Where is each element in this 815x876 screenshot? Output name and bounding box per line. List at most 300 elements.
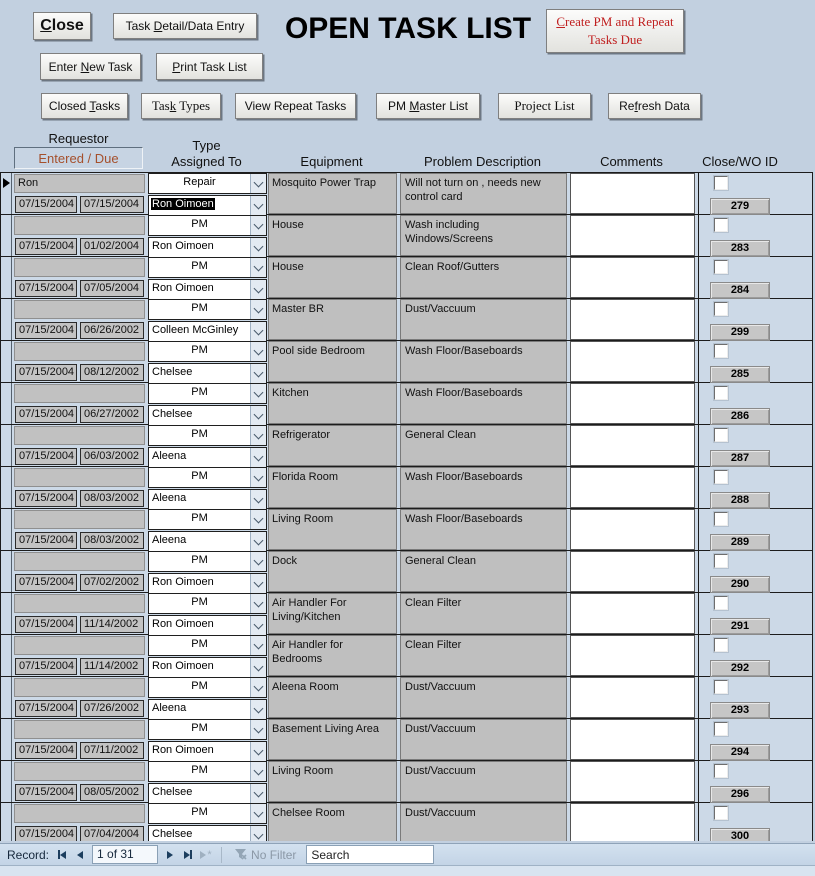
chevron-down-icon[interactable] — [250, 216, 266, 235]
chevron-down-icon[interactable] — [250, 826, 266, 841]
record-selector[interactable] — [1, 383, 12, 424]
chevron-down-icon[interactable] — [250, 364, 266, 383]
close-checkbox[interactable] — [714, 302, 728, 316]
problem-description-field[interactable]: Dust/Vaccuum — [400, 761, 567, 802]
comments-field[interactable] — [570, 551, 695, 592]
record-selector[interactable] — [1, 803, 12, 841]
comments-field[interactable] — [570, 215, 695, 256]
due-date-field[interactable]: 07/15/2004 — [80, 196, 144, 213]
type-combo-value: PM — [191, 428, 208, 440]
requestor-field[interactable] — [14, 594, 145, 613]
close-wo-cell — [698, 257, 813, 298]
chevron-down-icon[interactable] — [250, 636, 266, 655]
task-types-button[interactable]: Task Types — [141, 93, 221, 119]
comments-field[interactable] — [570, 509, 695, 550]
type-combo[interactable] — [148, 635, 267, 656]
assigned-to-combo[interactable] — [148, 657, 267, 678]
equipment-field[interactable]: Mosquito Power Trap — [268, 173, 397, 214]
close-checkbox[interactable] — [714, 428, 728, 442]
assigned-combo-value: Ron Oimoen — [152, 744, 214, 756]
no-filter-label: No Filter — [251, 847, 297, 862]
equipment-field[interactable]: Chelsee Room — [268, 803, 397, 841]
record-selector[interactable] — [1, 551, 12, 592]
first-record-button[interactable] — [54, 847, 70, 863]
type-combo-value: PM — [191, 218, 208, 230]
requestor-field[interactable] — [14, 216, 145, 235]
column-header-comments: Comments — [600, 154, 663, 169]
equipment-field[interactable]: Living Room — [268, 509, 397, 550]
chevron-down-icon[interactable] — [250, 804, 266, 823]
due-date-field[interactable]: 07/02/2002 — [80, 574, 144, 591]
wo-id-field[interactable]: 279 — [710, 198, 770, 215]
requestor-field[interactable] — [14, 636, 145, 655]
chevron-down-icon[interactable] — [250, 238, 266, 257]
wo-id-field[interactable]: 283 — [710, 240, 770, 257]
close-wo-cell — [698, 761, 813, 802]
project-list-button[interactable]: Project List — [498, 93, 591, 119]
table-row — [1, 677, 812, 719]
close-wo-cell — [698, 215, 813, 256]
assigned-combo-value: Ron Oimoen — [152, 576, 214, 588]
close-checkbox[interactable] — [714, 512, 728, 526]
chevron-down-icon[interactable] — [250, 174, 266, 193]
column-header-equipment: Equipment — [300, 154, 363, 169]
navbar-separator — [221, 847, 222, 863]
comments-field[interactable] — [570, 635, 695, 676]
due-date-field[interactable]: 08/03/2002 — [80, 532, 144, 549]
close-checkbox[interactable] — [714, 722, 728, 736]
requestor-field[interactable] — [14, 678, 145, 697]
due-date-field[interactable]: 08/12/2002 — [80, 364, 144, 381]
requestor-field[interactable] — [14, 468, 145, 487]
no-filter-button[interactable] — [228, 846, 302, 864]
create-pm-and-repeat-tasks-due-button[interactable]: Create PM and Repeat Tasks Due — [546, 9, 684, 53]
assigned-combo-value: Colleen McGinley — [152, 324, 239, 336]
table-row — [1, 341, 812, 383]
chevron-down-icon[interactable] — [250, 762, 266, 781]
type-combo-value: PM — [191, 554, 208, 566]
wo-id-field[interactable]: 294 — [710, 744, 770, 761]
entered-date-field[interactable]: 07/15/2004 — [15, 616, 77, 633]
refresh-data-button[interactable]: Refresh Data — [608, 93, 701, 119]
close-checkbox[interactable] — [714, 218, 728, 232]
chevron-down-icon[interactable] — [250, 196, 266, 215]
requestor-field[interactable] — [14, 762, 145, 781]
type-combo[interactable] — [148, 299, 267, 320]
record-selector[interactable] — [1, 257, 12, 298]
requestor-field[interactable] — [14, 426, 145, 445]
entered-date-field[interactable]: 07/15/2004 — [15, 826, 77, 841]
close-wo-cell — [698, 299, 813, 340]
equipment-field[interactable]: Dock — [268, 551, 397, 592]
equipment-field[interactable]: Florida Room — [268, 467, 397, 508]
equipment-field[interactable]: Master BR — [268, 299, 397, 340]
current-record-arrow-icon — [3, 178, 10, 188]
type-combo-value: PM — [191, 638, 208, 650]
comments-field[interactable] — [570, 803, 695, 841]
record-selector[interactable] — [1, 341, 12, 382]
type-combo[interactable] — [148, 551, 267, 572]
assigned-combo-value: Ron Oimoen — [152, 240, 214, 252]
type-combo[interactable] — [148, 215, 267, 236]
close-wo-cell — [698, 341, 813, 382]
equipment-field[interactable]: House — [268, 215, 397, 256]
comments-field[interactable] — [570, 677, 695, 718]
problem-description-field[interactable]: Wash Floor/Baseboards — [400, 341, 567, 382]
type-combo-value: PM — [191, 302, 208, 314]
table-row — [1, 635, 812, 677]
entered-date-field[interactable]: 07/15/2004 — [15, 364, 77, 381]
chevron-down-icon[interactable] — [250, 280, 266, 299]
type-combo[interactable] — [148, 803, 267, 824]
chevron-down-icon[interactable] — [250, 406, 266, 425]
problem-description-field[interactable]: Dust/Vaccuum — [400, 677, 567, 718]
record-selector[interactable] — [1, 467, 12, 508]
type-combo-value: PM — [191, 386, 208, 398]
entered-date-field[interactable]: 07/15/2004 — [15, 322, 77, 339]
equipment-field[interactable]: Refrigerator — [268, 425, 397, 466]
chevron-down-icon[interactable] — [250, 616, 266, 635]
wo-id-field[interactable]: 287 — [710, 450, 770, 467]
wo-id-field[interactable]: 299 — [710, 324, 770, 341]
enter-new-task-button[interactable]: Enter New Task — [40, 53, 141, 80]
filter-icon — [234, 848, 247, 861]
table-row — [1, 551, 812, 593]
chevron-down-icon[interactable] — [250, 322, 266, 341]
type-combo-value: PM — [191, 260, 208, 272]
assigned-to-combo[interactable] — [148, 783, 267, 804]
problem-description-field[interactable]: Wash Floor/Baseboards — [400, 467, 567, 508]
type-combo[interactable] — [148, 425, 267, 446]
search-input[interactable] — [306, 845, 434, 864]
type-combo[interactable] — [148, 173, 267, 194]
close-checkbox[interactable] — [714, 764, 728, 778]
table-row — [1, 257, 812, 299]
record-position-box[interactable]: 1 of 31 — [92, 845, 158, 864]
type-combo[interactable] — [148, 677, 267, 698]
entered-date-field[interactable]: 07/15/2004 — [15, 574, 77, 591]
assigned-combo-value: Ron Oimoen — [152, 618, 214, 630]
entered-date-field[interactable]: 07/15/2004 — [15, 490, 77, 507]
assigned-to-combo[interactable] — [148, 447, 267, 468]
chevron-down-icon[interactable] — [250, 468, 266, 487]
problem-description-field[interactable]: General Clean — [400, 425, 567, 466]
requestor-field[interactable] — [14, 300, 145, 319]
comments-field[interactable] — [570, 593, 695, 634]
record-selector[interactable] — [1, 593, 12, 634]
type-combo[interactable] — [148, 509, 267, 530]
assigned-combo-value: Aleena — [152, 702, 187, 714]
column-header-problem-description: Problem Description — [423, 154, 542, 169]
close-checkbox[interactable] — [714, 260, 728, 274]
equipment-field[interactable]: Pool side Bedroom — [268, 341, 397, 382]
problem-description-field[interactable]: Dust/Vaccuum — [400, 803, 567, 841]
comments-field[interactable] — [570, 173, 695, 214]
requestor-field[interactable] — [14, 804, 145, 823]
next-record-icon — [167, 851, 173, 859]
equipment-field[interactable]: Aleena Room — [268, 677, 397, 718]
assigned-to-combo[interactable] — [148, 321, 267, 342]
entered-date-field[interactable]: 07/15/2004 — [15, 700, 77, 717]
wo-id-field[interactable]: 296 — [710, 786, 770, 803]
entered-date-field[interactable]: 07/15/2004 — [15, 280, 77, 297]
record-selector[interactable] — [1, 173, 12, 214]
assigned-combo-value: Ron Oimoen — [152, 198, 214, 210]
problem-description-field[interactable]: Wash Floor/Baseboards — [400, 383, 567, 424]
column-header-entered-due[interactable]: Entered / Due — [14, 147, 143, 169]
equipment-field[interactable]: Living Room — [268, 761, 397, 802]
chevron-down-icon[interactable] — [250, 384, 266, 403]
due-date-field[interactable]: 06/27/2002 — [80, 406, 144, 423]
previous-record-icon — [77, 851, 83, 859]
close-wo-cell — [698, 593, 813, 634]
wo-id-field[interactable]: 293 — [710, 702, 770, 719]
type-combo-value: PM — [191, 722, 208, 734]
entered-date-field[interactable]: 07/15/2004 — [15, 742, 77, 759]
type-combo-value: PM — [191, 596, 208, 608]
chevron-down-icon[interactable] — [250, 490, 266, 509]
requestor-field[interactable] — [14, 552, 145, 571]
type-combo[interactable] — [148, 761, 267, 782]
chevron-down-icon[interactable] — [250, 678, 266, 697]
close-wo-cell — [698, 467, 813, 508]
due-date-field[interactable]: 01/02/2004 — [80, 238, 144, 255]
requestor-field[interactable] — [14, 258, 145, 277]
wo-id-field[interactable]: 292 — [710, 660, 770, 677]
assigned-to-combo[interactable] — [148, 531, 267, 552]
chevron-down-icon[interactable] — [250, 300, 266, 319]
new-record-button[interactable]: * — [198, 847, 214, 863]
comments-field[interactable] — [570, 425, 695, 466]
type-combo-value: PM — [191, 806, 208, 818]
due-date-field[interactable]: 08/05/2002 — [80, 784, 144, 801]
assigned-combo-value: Aleena — [152, 492, 187, 504]
chevron-down-icon[interactable] — [250, 700, 266, 719]
problem-description-field[interactable]: Wash including Windows/Screens — [400, 215, 567, 256]
due-date-field[interactable]: 11/14/2002 — [80, 658, 144, 675]
assigned-combo-value: Chelsee — [152, 408, 193, 420]
column-header-assigned-to: Assigned To — [171, 154, 242, 169]
assigned-to-combo[interactable] — [148, 195, 267, 216]
wo-id-field[interactable]: 286 — [710, 408, 770, 425]
comments-field[interactable] — [570, 299, 695, 340]
equipment-field[interactable]: Kitchen — [268, 383, 397, 424]
close-wo-cell — [698, 635, 813, 676]
entered-date-field[interactable]: 07/15/2004 — [15, 238, 77, 255]
chevron-down-icon[interactable] — [250, 784, 266, 803]
entered-date-field[interactable]: 07/15/2004 — [15, 448, 77, 465]
problem-description-field[interactable]: Dust/Vaccuum — [400, 719, 567, 760]
close-button[interactable]: Close — [33, 12, 91, 40]
table-row — [1, 761, 812, 803]
record-selector[interactable] — [1, 761, 12, 802]
record-selector[interactable] — [1, 677, 12, 718]
table-row — [1, 425, 812, 467]
type-combo[interactable] — [148, 593, 267, 614]
comments-field[interactable] — [570, 383, 695, 424]
record-selector[interactable] — [1, 719, 12, 760]
chevron-down-icon[interactable] — [250, 532, 266, 551]
assigned-combo-value: Chelsee — [152, 828, 193, 840]
chevron-down-icon[interactable] — [250, 258, 266, 277]
record-selector[interactable] — [1, 215, 12, 256]
type-combo[interactable] — [148, 383, 267, 404]
requestor-field[interactable] — [14, 720, 145, 739]
comments-field[interactable] — [570, 467, 695, 508]
record-selector[interactable] — [1, 425, 12, 466]
entered-date-field[interactable]: 07/15/2004 — [15, 658, 77, 675]
entered-date-field[interactable]: 07/15/2004 — [15, 532, 77, 549]
close-wo-cell — [698, 383, 813, 424]
table-row — [1, 803, 812, 841]
status-strip — [0, 866, 815, 876]
wo-id-field[interactable]: 288 — [710, 492, 770, 509]
chevron-down-icon[interactable] — [250, 720, 266, 739]
wo-id-field[interactable]: 285 — [710, 366, 770, 383]
problem-description-field[interactable]: Will not turn on , needs new control card — [400, 173, 567, 214]
problem-description-field[interactable]: Clean Filter — [400, 635, 567, 676]
assigned-to-combo[interactable] — [148, 573, 267, 594]
previous-record-button[interactable] — [72, 847, 88, 863]
requestor-field[interactable] — [14, 342, 145, 361]
assigned-combo-value: Aleena — [152, 534, 187, 546]
type-combo[interactable] — [148, 257, 267, 278]
table-row — [1, 173, 812, 215]
table-row — [1, 215, 812, 257]
chevron-down-icon[interactable] — [250, 594, 266, 613]
close-checkbox[interactable] — [714, 386, 728, 400]
table-row — [1, 299, 812, 341]
chevron-down-icon[interactable] — [250, 552, 266, 571]
due-date-field[interactable]: 06/03/2002 — [80, 448, 144, 465]
first-record-icon — [60, 851, 66, 859]
equipment-field[interactable]: House — [268, 257, 397, 298]
entered-date-field[interactable]: 07/15/2004 — [15, 784, 77, 801]
due-date-field[interactable]: 06/26/2002 — [80, 322, 144, 339]
comments-field[interactable] — [570, 257, 695, 298]
type-combo[interactable] — [148, 467, 267, 488]
assigned-to-combo[interactable] — [148, 699, 267, 720]
chevron-down-icon[interactable] — [250, 658, 266, 677]
wo-id-field[interactable]: 300 — [710, 828, 770, 841]
assigned-to-combo[interactable] — [148, 741, 267, 762]
type-combo-value: PM — [191, 344, 208, 356]
chevron-down-icon[interactable] — [250, 342, 266, 361]
due-date-field[interactable]: 11/14/2002 — [80, 616, 144, 633]
due-date-field[interactable]: 08/03/2002 — [80, 490, 144, 507]
view-repeat-tasks-button[interactable]: View Repeat Tasks — [235, 93, 356, 119]
assigned-to-combo[interactable] — [148, 363, 267, 384]
closed-tasks-button[interactable]: Closed Tasks — [41, 93, 128, 119]
problem-description-field[interactable]: Wash Floor/Baseboards — [400, 509, 567, 550]
column-header-close-wo-id: Close/WO ID — [702, 154, 778, 169]
equipment-field[interactable]: Basement Living Area — [268, 719, 397, 760]
comments-field[interactable] — [570, 341, 695, 382]
assigned-combo-value: Ron Oimoen — [152, 282, 214, 294]
close-checkbox[interactable] — [714, 596, 728, 610]
record-label: Record: — [7, 847, 50, 862]
entered-date-field[interactable]: 07/15/2004 — [15, 406, 77, 423]
close-wo-cell — [698, 719, 813, 760]
comments-field[interactable] — [570, 761, 695, 802]
close-wo-cell — [698, 509, 813, 550]
type-combo[interactable] — [148, 341, 267, 362]
close-checkbox[interactable] — [714, 806, 728, 820]
type-combo-value: PM — [191, 512, 208, 524]
page-title: OPEN TASK LIST — [284, 12, 532, 45]
assigned-to-combo[interactable] — [148, 237, 267, 258]
equipment-field[interactable]: Air Handler for Bedrooms — [268, 635, 397, 676]
record-selector[interactable] — [1, 509, 12, 550]
close-checkbox[interactable] — [714, 176, 728, 190]
column-header-type: Type — [192, 138, 221, 153]
due-date-field[interactable]: 07/05/2004 — [80, 280, 144, 297]
wo-id-field[interactable]: 284 — [710, 282, 770, 299]
comments-field[interactable] — [570, 719, 695, 760]
print-task-list-button[interactable]: Print Task List — [156, 53, 263, 80]
assigned-to-combo[interactable] — [148, 279, 267, 300]
assigned-to-combo[interactable] — [148, 615, 267, 636]
task-detail-data-entry-button[interactable]: Task Detail/Data Entry — [113, 13, 257, 39]
requestor-field[interactable] — [14, 384, 145, 403]
type-combo[interactable] — [148, 719, 267, 740]
close-wo-cell — [698, 803, 813, 841]
requestor-field[interactable]: Ron — [14, 174, 145, 193]
assigned-to-combo[interactable] — [148, 489, 267, 510]
chevron-down-icon[interactable] — [250, 510, 266, 529]
chevron-down-icon[interactable] — [250, 574, 266, 593]
close-wo-cell — [698, 425, 813, 466]
problem-description-field[interactable]: Clean Roof/Gutters — [400, 257, 567, 298]
wo-id-field[interactable]: 291 — [710, 618, 770, 635]
wo-id-field[interactable]: 289 — [710, 534, 770, 551]
close-checkbox[interactable] — [714, 344, 728, 358]
close-wo-cell — [698, 551, 813, 592]
requestor-field[interactable] — [14, 510, 145, 529]
entered-date-field[interactable]: 07/15/2004 — [15, 196, 77, 213]
type-combo-value: PM — [191, 764, 208, 776]
record-selector[interactable] — [1, 635, 12, 676]
chevron-down-icon[interactable] — [250, 448, 266, 467]
problem-description-field[interactable]: Dust/Vaccuum — [400, 299, 567, 340]
assigned-to-combo[interactable] — [148, 405, 267, 426]
close-checkbox[interactable] — [714, 470, 728, 484]
chevron-down-icon[interactable] — [250, 426, 266, 445]
assigned-to-combo[interactable] — [148, 825, 267, 841]
assigned-combo-value: Chelsee — [152, 786, 193, 798]
assigned-combo-value: Chelsee — [152, 366, 193, 378]
problem-description-field[interactable]: General Clean — [400, 551, 567, 592]
wo-id-field[interactable]: 290 — [710, 576, 770, 593]
assigned-combo-value: Ron Oimoen — [152, 660, 214, 672]
due-date-field[interactable]: 07/04/2004 — [80, 826, 144, 841]
next-record-button[interactable] — [162, 847, 178, 863]
due-date-field[interactable]: 07/11/2002 — [80, 742, 144, 759]
close-checkbox[interactable] — [714, 680, 728, 694]
pm-master-list-button[interactable]: PM Master List — [376, 93, 480, 119]
equipment-field[interactable]: Air Handler For Living/Kitchen — [268, 593, 397, 634]
chevron-down-icon[interactable] — [250, 742, 266, 761]
table-row — [1, 593, 812, 635]
close-checkbox[interactable] — [714, 554, 728, 568]
type-combo-value: PM — [191, 680, 208, 692]
last-record-button[interactable] — [180, 847, 196, 863]
record-selector[interactable] — [1, 299, 12, 340]
problem-description-field[interactable]: Clean Filter — [400, 593, 567, 634]
close-checkbox[interactable] — [714, 638, 728, 652]
due-date-field[interactable]: 07/26/2002 — [80, 700, 144, 717]
type-combo-value: PM — [191, 470, 208, 482]
